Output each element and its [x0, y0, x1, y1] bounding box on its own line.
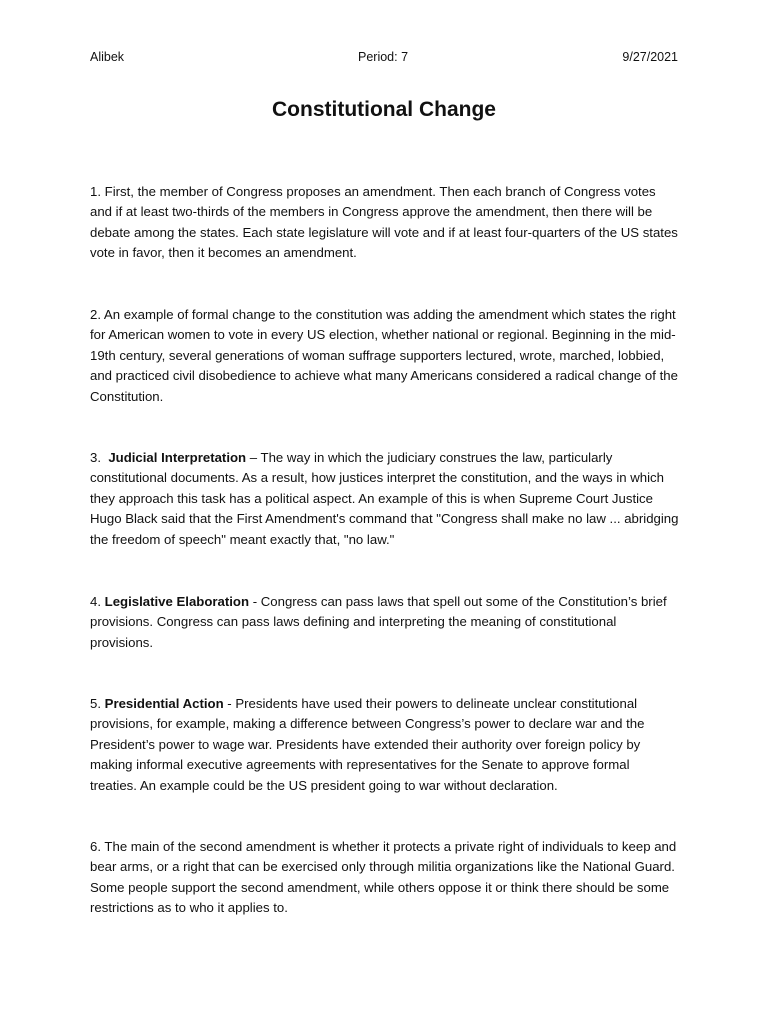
answer-paragraph-5 — [90, 694, 680, 796]
paragraph-term: Judicial Interpretation — [108, 450, 247, 465]
paragraph-text: 2. An example of formal change to the constitution was adding the amendment which states the right for American women to vote in every US election, whether national or regional. Beginning in the mid-19th century, several generations of woman suffrage supporters lectured, wrote, marched, lobbied, and practiced civil disobedience to achieve what many Americans considered a radical change of the Constitution. — [90, 307, 678, 404]
paragraph-number: 5. — [90, 696, 105, 711]
answer-paragraph-6 — [90, 837, 680, 919]
student-name: Alibek — [90, 50, 125, 64]
paragraph-text: 1. First, the member of Congress proposes an amendment. Then each branch of Congress votes and if at least two-thirds of the members in Congress approve the amendment, then there will be debate among the states. Each state legislature will vote and if at least four-quarters of the US states vote in favor, then it becomes an amendment. — [90, 184, 678, 261]
document-header — [90, 48, 678, 66]
answer-paragraph-3 — [90, 448, 680, 550]
paragraph-text: 6. The main of the second amendment is whether it protects a private right of individuals to keep and bear arms, or a right that can be exercised only through militia organizations like the National Guard. Some people support the second amendment, while others oppose it or think there should be some restrictions as to who it applies to. — [90, 839, 677, 916]
answer-paragraph-4 — [90, 592, 680, 653]
paragraph-term: Presidential Action — [104, 696, 224, 711]
document-date: 9/27/2021 — [622, 50, 678, 64]
paragraph-text: - Presidents have used their powers to delineate unclear constitutional provisions, for example, making a difference between Congress’s power to declare war and the President’s power to wage war. Presidents have extended their authority over foreign policy by making informal executive agreements with representatives for the Senate to approve formal treaties. An example could be the US president going to war without declaration. — [90, 696, 645, 793]
paragraph-number: 4. — [90, 594, 105, 609]
answer-paragraph-2 — [90, 305, 680, 407]
paragraph-text: - Congress can pass laws that spell out some of the Constitution’s brief provisions. Congress can pass laws defining and interpreting the meaning of constitutional provisions. — [90, 594, 667, 650]
paragraph-text: – The way in which the judiciary construes the law, particularly constitutional documents. As a result, how justices interpret the constitution, and the ways in which they approach this task has a political aspect. An example of this is when Supreme Court Justice Hugo Black said that the First Amendment's command that "Congress shall make no law ... abridging the freedom of speech" meant exactly that, "no law." — [90, 450, 679, 547]
paragraph-term: Legislative Elaboration — [104, 594, 250, 609]
paragraph-number: 3. — [90, 450, 109, 465]
page-title: Constitutional Change — [272, 98, 496, 121]
class-period: Period: 7 — [358, 50, 409, 64]
answer-paragraph-1 — [90, 182, 680, 264]
